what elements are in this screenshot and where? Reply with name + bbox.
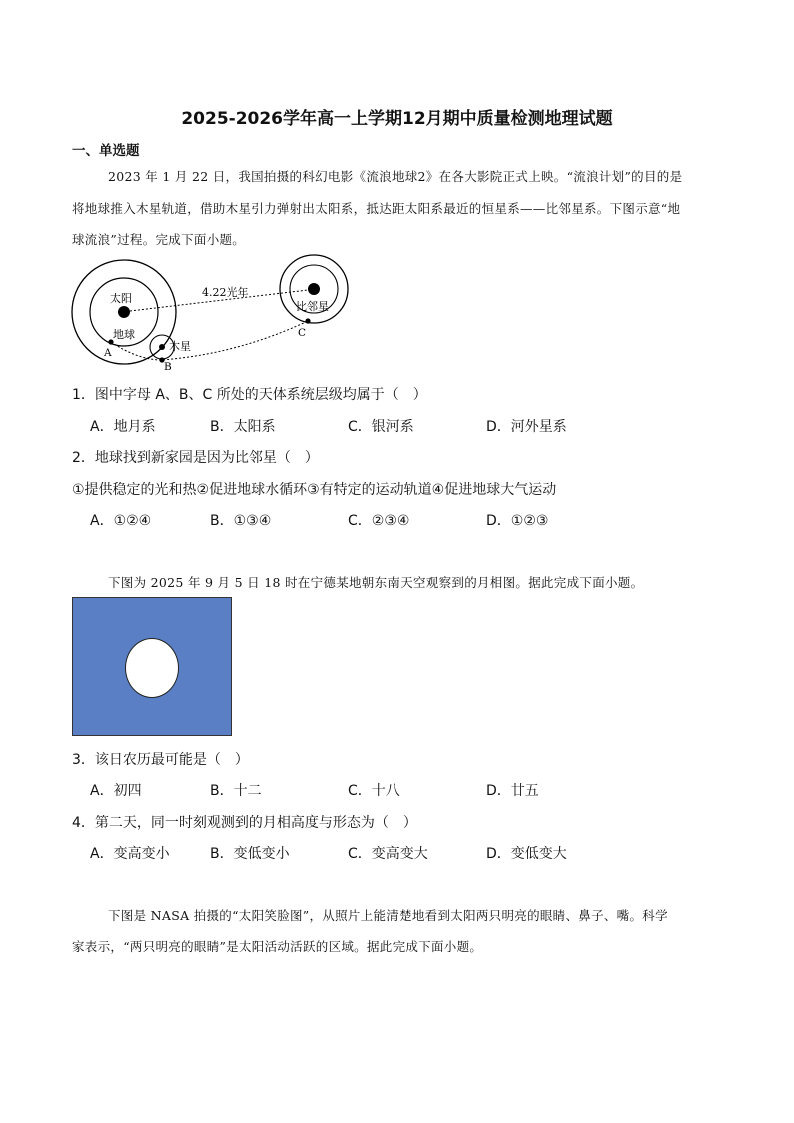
q3-option-a[interactable]: A．初四 [90,783,142,799]
q3-option-c[interactable]: C．十八 [348,783,400,799]
q1-option-c[interactable]: C．银河系 [348,419,414,435]
q4-option-a[interactable]: A．变高变小 [90,846,170,862]
proxima-dot [308,283,320,295]
moon-phase-image [72,597,232,736]
question-1-stem: 1．图中字母 A、B、C 所处的天体系统层级均属于（ ） [72,387,427,403]
letter-b: B [164,361,172,373]
passage1-line3: 球流浪”过程。完成下面小题。 [72,232,246,247]
passage3-line2: 家表示，“两只明亮的眼睛”是太阳活动活跃的区域。据此完成下面小题。 [72,939,483,954]
q1-option-b[interactable]: B．太阳系 [210,419,276,435]
point-c [305,318,310,323]
question-2-items: ①提供稳定的光和热②促进地球水循环③有特定的运动轨道④促进地球大气运动 [72,482,557,498]
question-4-stem: 4．第二天，同一时刻观测到的月相高度与形态为（ ） [72,815,417,831]
question-3-stem: 3．该日农历最可能是（ ） [72,752,249,768]
sun-label: 太阳 [110,292,132,305]
proxima-label: 比邻星 [296,300,329,313]
sun-dot [118,306,130,318]
moon-shape [125,638,179,698]
earth-wandering-diagram [68,252,358,374]
earth-label: 地球 [113,328,135,341]
passage1-line2: 将地球推入木星轨道，借助木星引力弹射出太阳系，抵达距太阳系最近的恒星系——比邻星系。下图示意“地 [72,201,681,216]
q4-option-b[interactable]: B．变低变小 [210,846,290,862]
q3-option-d[interactable]: D．廿五 [486,783,539,799]
passage1-line1: 2023 年 1 月 22 日，我国拍摄的科幻电影《流浪地球2》在各大影院正式上映。“流浪计划”的目的是 [108,169,683,184]
distance-label: 4.22光年 [202,286,249,299]
section-heading: 一、单选题 [72,143,140,159]
letter-c: C [298,327,307,339]
passage2: 下图为 2025 年 9 月 5 日 18 时在宁德某地朝东南天空观察到的月相图。据此完成下面小题。 [108,575,644,590]
q2-option-b[interactable]: B．①③④ [210,513,272,529]
q4-option-c[interactable]: C．变高变大 [348,846,428,862]
q1-option-a[interactable]: A．地月系 [90,419,156,435]
wandering-path [111,321,308,360]
q2-option-a[interactable]: A．①②④ [90,513,152,529]
q2-option-d[interactable]: D．①②③ [486,513,549,529]
q1-option-d[interactable]: D．河外星系 [486,419,567,435]
q3-option-b[interactable]: B．十二 [210,783,262,799]
question-2-stem: 2．地球找到新家园是因为比邻星（ ） [72,450,319,466]
page-title: 2025-2026学年高一上学期12月期中质量检测地理试题 [181,109,613,129]
passage3-line1: 下图是 NASA 拍摄的“太阳笑脸图”，从照片上能清楚地看到太阳两只明亮的眼睛、鼻子、嘴。科学 [108,908,668,923]
jupiter-dot [159,344,165,350]
q2-option-c[interactable]: C．②③④ [348,513,410,529]
jupiter-label: 木星 [169,340,191,353]
letter-a: A [104,347,112,359]
q4-option-d[interactable]: D．变低变大 [486,846,567,862]
